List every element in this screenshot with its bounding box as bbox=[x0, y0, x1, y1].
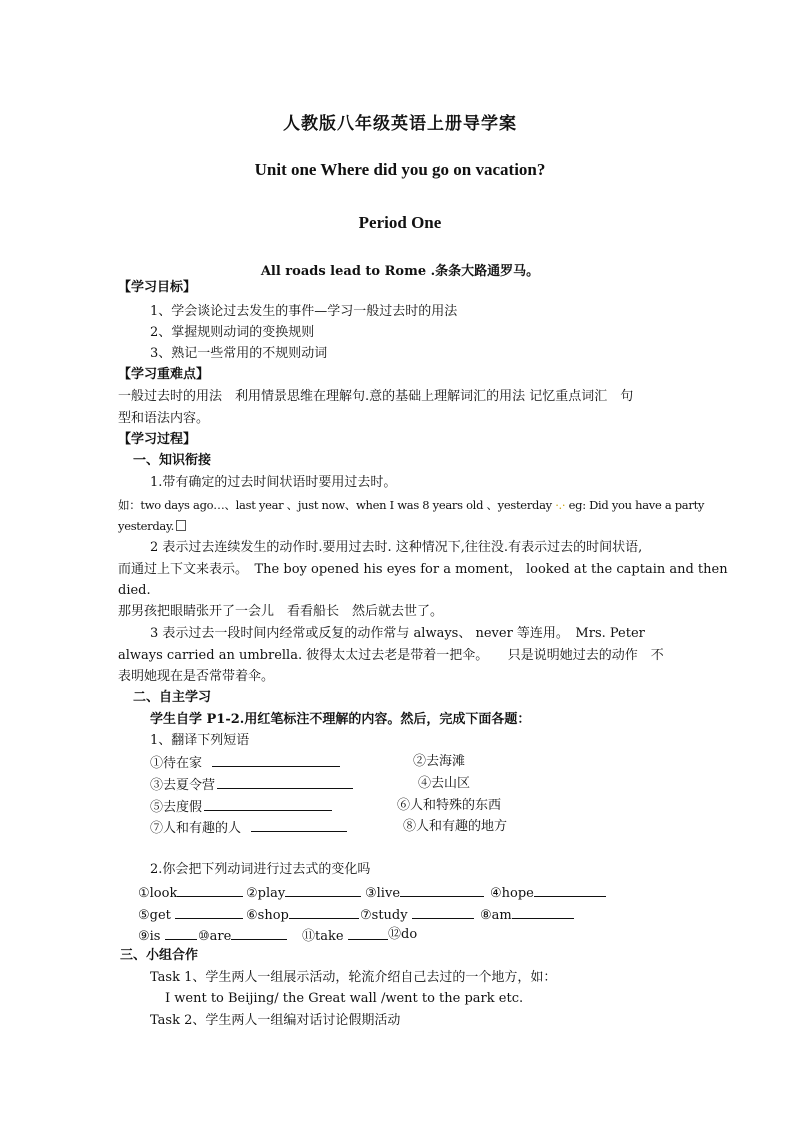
process-heading: 【学习过程】 bbox=[118, 432, 197, 447]
question-2: 2.你会把下列动词进行过去式的变化吗 bbox=[150, 862, 371, 877]
rule-1-examples bbox=[118, 495, 704, 515]
phrase-8: ⑧人和有趣的地方 bbox=[403, 819, 508, 834]
verb-3 bbox=[365, 882, 484, 904]
section-3-heading: 三、小组合作 bbox=[120, 948, 199, 963]
verb-11 bbox=[302, 925, 388, 947]
verb-2-blank[interactable] bbox=[285, 882, 361, 897]
rule-2-line-3: died. bbox=[118, 583, 151, 598]
rule-3-line-3: 表明她现在是否常带着伞。 bbox=[118, 669, 275, 684]
document-title: 人教版八年级英语上册导学案 bbox=[283, 114, 517, 134]
rule-3-line-2: always carried an umbrella. 彼得太太过去老是带着一把伞。 只是说明她过去的动作 不 bbox=[118, 648, 664, 663]
verb-2-text: ②play bbox=[246, 886, 286, 901]
verb-7 bbox=[360, 904, 474, 926]
verb-8-text: ⑧am bbox=[480, 908, 512, 923]
verb-9-blank[interactable] bbox=[165, 925, 197, 940]
phrase-6: ⑥人和特殊的东西 bbox=[397, 798, 502, 813]
task-2: Task 2、学生两人一组编对话讨论假期活动 bbox=[150, 1013, 401, 1028]
phrase-1-blank[interactable] bbox=[212, 752, 340, 767]
verb-9-text: ⑨is bbox=[138, 929, 161, 944]
goal-item-3: 3、熟记一些常用的不规则动词 bbox=[150, 346, 328, 361]
verb-6-blank[interactable] bbox=[289, 904, 359, 919]
verb-10 bbox=[198, 925, 287, 947]
verb-1-blank[interactable] bbox=[177, 882, 243, 897]
phrase-5 bbox=[150, 796, 332, 818]
section-1-heading: 一、知识衔接 bbox=[133, 453, 212, 468]
rule-2-line-4: 那男孩把眼睛张开了一会儿 看看船长 然后就去世了。 bbox=[118, 604, 444, 619]
verb-6 bbox=[246, 904, 359, 926]
verb-11-blank[interactable] bbox=[348, 925, 388, 940]
phrase-2: ②去海滩 bbox=[413, 754, 466, 769]
rule-1-examples-text: 如：two days ago…、last year 、just now、when I was 8 years old 、yesterday bbox=[118, 498, 556, 512]
question-1: 1、翻译下列短语 bbox=[150, 733, 250, 748]
verb-8 bbox=[480, 904, 574, 926]
phrase-5-blank[interactable] bbox=[204, 796, 332, 811]
verb-9 bbox=[138, 925, 197, 947]
focus-heading: 【学习重难点】 bbox=[118, 367, 210, 382]
goal-item-2: 2、掌握规则动词的变换规则 bbox=[150, 325, 315, 340]
verb-7-text: ⑦study bbox=[360, 908, 408, 923]
phrase-5-text: ⑤去度假 bbox=[150, 800, 203, 815]
task-1-example: I went to Beijing/ the Great wall /went to the park etc. bbox=[165, 991, 524, 1006]
verb-7-blank[interactable] bbox=[412, 904, 474, 919]
task-1: Task 1、学生两人一组展示活动，轮流介绍自己去过的一个地方，如： bbox=[150, 970, 557, 985]
focus-line-1: 一般过去时的用法 利用情景思维在理解句.意的基础上理解词汇的用法 记忆重点词汇 句 bbox=[118, 389, 634, 404]
goal-item-1: 1、学会谈论过去发生的事件—学习一般过去时的用法 bbox=[150, 304, 458, 319]
verb-1-text: ①look bbox=[138, 886, 178, 901]
verb-6-text: ⑥shop bbox=[246, 908, 289, 923]
phrase-3-blank[interactable] bbox=[217, 774, 353, 789]
phrase-3 bbox=[150, 774, 353, 796]
rule-1-example-end-text: yesterday. bbox=[118, 519, 174, 533]
period-title: Period One bbox=[358, 213, 442, 232]
verb-3-blank[interactable] bbox=[400, 882, 484, 897]
rule-2-line-2: 而通过上下文来表示。 The boy opened his eyes for a moment， looked at the captain and then bbox=[118, 562, 728, 577]
dots-mark: ·.· bbox=[555, 498, 566, 512]
phrase-4: ④去山区 bbox=[418, 776, 471, 791]
verb-10-text: ⑩are bbox=[198, 929, 232, 944]
phrase-1 bbox=[150, 752, 340, 774]
verb-12: ⑫do bbox=[388, 927, 418, 942]
goals-heading: 【学习目标】 bbox=[118, 280, 197, 295]
phrase-7 bbox=[150, 817, 347, 839]
verb-10-blank[interactable] bbox=[231, 925, 287, 940]
verb-5-text: ⑤get bbox=[138, 908, 171, 923]
phrase-1-text: ①待在家 bbox=[150, 756, 203, 771]
motto: All roads lead to Rome .条条大路通罗马。 bbox=[260, 264, 540, 279]
phrase-3-text: ③去夏令营 bbox=[150, 778, 216, 793]
verb-2 bbox=[246, 882, 361, 904]
unit-title: Unit one Where did you go on vacation? bbox=[254, 160, 546, 179]
rule-1-example-question: eg: Did you have a party bbox=[565, 498, 705, 512]
phrase-7-text: ⑦人和有趣的人 bbox=[150, 821, 242, 836]
verb-5 bbox=[138, 904, 243, 926]
section-2-heading: 二、自主学习 bbox=[133, 690, 212, 705]
verb-8-blank[interactable] bbox=[512, 904, 574, 919]
rule-2-line-1: 2 表示过去连续发生的动作时.要用过去时. 这种情况下,往往没.有表示过去的时间状语, bbox=[150, 540, 643, 555]
checkbox-glyph-icon bbox=[176, 520, 186, 531]
phrase-7-blank[interactable] bbox=[251, 817, 347, 832]
verb-11-text: ⑪take bbox=[302, 929, 344, 944]
verb-4-blank[interactable] bbox=[534, 882, 606, 897]
rule-1-example-end bbox=[118, 516, 186, 536]
verb-4-text: ④hope bbox=[490, 886, 534, 901]
verb-5-blank[interactable] bbox=[175, 904, 243, 919]
section-2-intro: 学生自学 P1-2.用红笔标注不理解的内容。然后，完成下面各题： bbox=[150, 712, 531, 727]
verb-3-text: ③live bbox=[365, 886, 401, 901]
verb-1 bbox=[138, 882, 243, 904]
rule-1: 1.带有确定的过去时间状语时要用过去时。 bbox=[150, 475, 397, 490]
focus-line-2: 型和语法内容。 bbox=[118, 411, 210, 426]
rule-3-line-1: 3 表示过去一段时间内经常或反复的动作常与 always、 never 等连用。 Mrs. Peter bbox=[150, 626, 645, 641]
verb-4 bbox=[490, 882, 606, 904]
